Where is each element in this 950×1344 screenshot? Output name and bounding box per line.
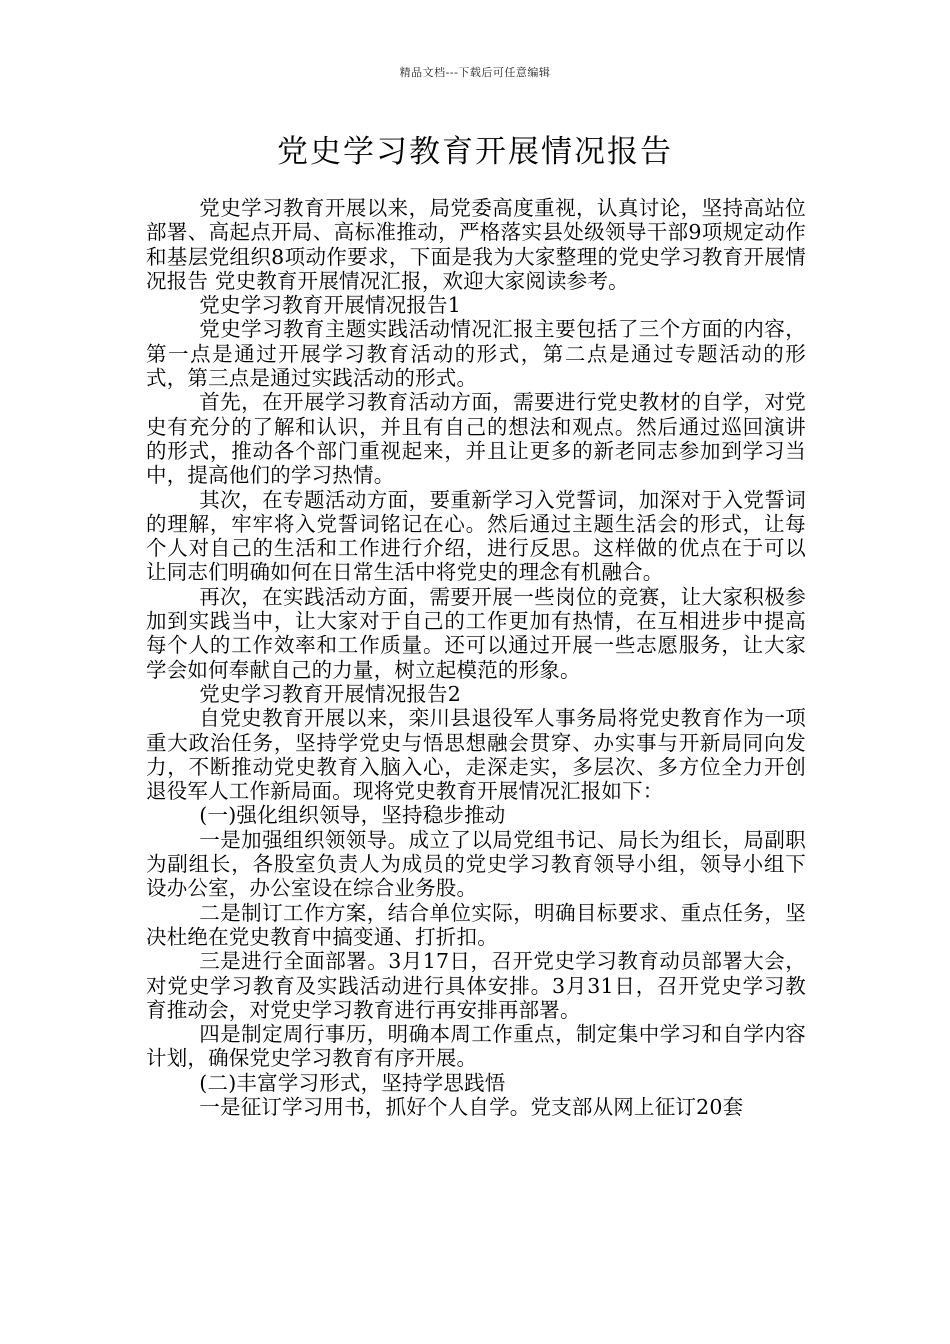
header-note: 精品文档---下载后可任意编辑 [399,66,551,79]
body-paragraph: 再次，在实践活动方面，需要开展一些岗位的竞赛，让大家积极参加到实践当中，让大家对于自己的工作更加有热情，在互相进步中提高每个人的工作效率和工作质量。还可以通过开展一些志愿服务，让大家学会如何奉献自己的力量，树立起模范的形象。 [146,584,806,682]
body-paragraph: 党史学习教育主题实践活动情况汇报主要包括了三个方面的内容，第一点是通过开展学习教育活动的形式，第二点是通过专题活动的形式，第三点是通过实践活动的形式。 [146,317,806,391]
body-paragraph: 自党史教育开展以来，栾川县退役军人事务局将党史教育作为一项重大政治任务，坚持学党史与悟思想融会贯穿、办实事与开新局同向发力，不断推动党史教育入脑入心，走深走实，多层次、多方位全力开创退役军人工作新局面。现将党史教育开展情况汇报如下： [146,706,806,804]
subsection-heading: (二)丰富学习形式，坚持学思践悟 [199,1070,506,1095]
body-paragraph: 三是进行全面部署。3月17日，召开党史学习教育动员部署大会，对党史学习教育及实践活动进行具体安排。3月31日，召开党史学习教育推动会，对党史学习教育进行再安排再部署。 [146,949,806,1022]
document-body [146,196,806,1119]
intro-paragraph: 党史学习教育开展以来，局党委高度重视，认真讨论，坚持高站位部署、高起点开局、高标准推动，严格落实县处级领导干部9项规定动作和基层党组织8项动作要求，下面是我为大家整理的党史学习教育开展情况报告 党史教育开展情况汇报，欢迎大家阅读参考。 [146,196,806,293]
section-heading-report-1: 党史学习教育开展情况报告1 [199,293,461,318]
body-paragraph: 一是加强组织领领导。成立了以局党组书记、局长为组长，局副职为副组长，各股室负责人为成员的党史学习教育领导小组，领导小组下设办公室，办公室设在综合业务股。 [146,827,806,901]
section-heading-report-2: 党史学习教育开展情况报告2 [199,681,461,706]
body-paragraph: 首先，在开展学习教育活动方面，需要进行党史教材的自学，对党史有充分的了解和认识，并且有自己的想法和观点。然后通过巡回演讲的形式，推动各个部门重视起来，并且让更多的新老同志参加到学习当中，提高他们的学习热情。 [146,390,806,488]
subsection-heading: (一)强化组织领导，坚持稳步推动 [199,803,506,828]
body-paragraph: 一是征订学习用书，抓好个人自学。党支部从网上征订20套 [199,1094,744,1119]
body-paragraph: 二是制订工作方案，结合单位实际，明确目标要求、重点任务，坚决杜绝在党史教育中搞变通、打折扣。 [146,900,806,949]
body-paragraph: 其次，在专题活动方面，要重新学习入党誓词，加深对于入党誓词的理解，牢牢将入党誓词铭记在心。然后通过主题生活会的形式，让每个人对自己的生活和工作进行介绍，进行反思。这样做的优点在于可以让同志们明确如何在日常生活中将党史的理念有机融合。 [146,487,806,585]
document-title: 党史学习教育开展情况报告 [277,134,673,170]
body-paragraph: 四是制定周行事历，明确本周工作重点，制定集中学习和自学内容计划，确保党史学习教育有序开展。 [146,1022,806,1071]
